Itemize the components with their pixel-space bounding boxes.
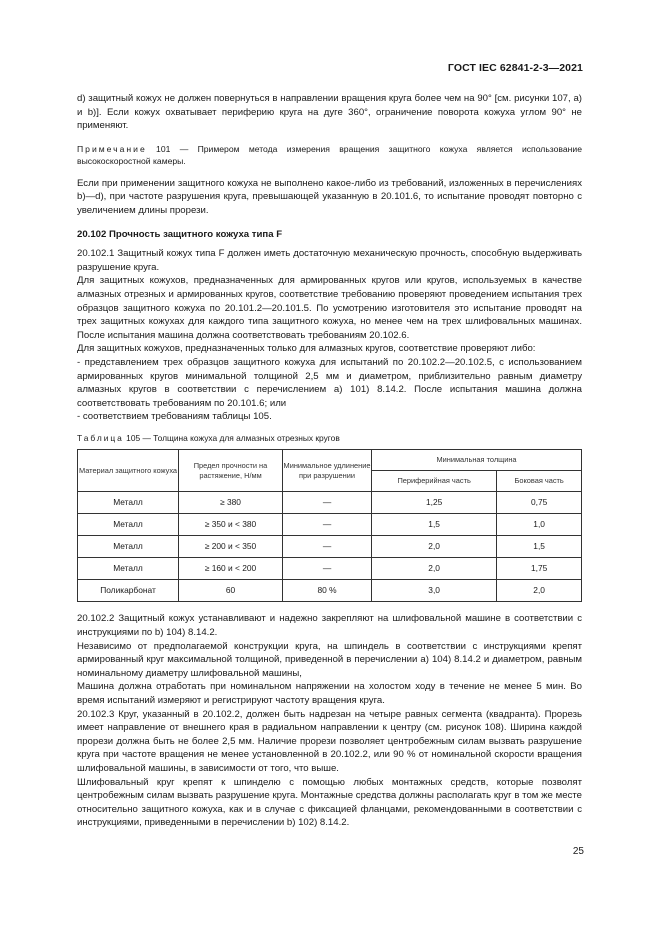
cell-peripheral: 2,0 [372,558,497,580]
paragraph-d: d) защитный кожух не должен повернуться в направлении вращения круга более чем на 90° [см. рисунки 107, a) и b)]. Если кожух охватывает периферию круга на дуге 360°, ограничение поворота кожуха углом 90° не применяют. [77,93,582,132]
cell-elongation: — [283,558,372,580]
table-row [78,536,582,558]
cell-side: 2,0 [497,580,582,602]
note-101 [77,143,582,167]
table-row [78,492,582,514]
table-caption-text: 105 — Толщина кожуха для алмазных отрезных кругов [123,432,340,443]
cell-peripheral: 1,25 [372,492,497,514]
cell-material: Металл [78,492,179,514]
standard-header: ГОСТ IEC 62841-2-3—2021 [447,62,583,74]
header-elongation: Минимальное удлинение при разрушении [283,450,372,492]
cell-peripheral: 2,0 [372,536,497,558]
table-caption [77,432,582,446]
paragraph-no-load: Машина должна отработать при номинальном напряжении на холостом ходу в течение не менее 5 мин. Во время испытаний измеряют и регистрируют частоту вращения круга. [77,681,582,707]
note-text: 101 — Примером метода измерения вращения защитного кожуха является использование высокоскоростной камеры. [77,143,582,166]
cell-side: 1,5 [497,536,582,558]
cell-material: Металл [78,536,179,558]
table-row [78,580,582,602]
paragraph-list-item-1: - представлением трех образцов защитного кожуха для испытаний по 20.102.2—20.102.5, с использованием армированных кругов минимальной толщиной 2,5 мм и диаметром, приблизительно равным диаметру алмазных кругов в соответствии с перечислением a) 101) 8.14.2. После испытания машина должна соответствовать требованиям по 20.101.6; или [77,356,583,409]
paragraph-reinforced: Для защитных кожухов, предназначенных для армированных кругов или кругов, используемых в качестве алмазных отрезных и армированных кругов, соответствие требованию проверяют проведением испытания трех образцов защитного кожуха по 20.101.2—20.101.5. По усмотрению изготовителя это испытание проводят на трех защитных кожухах для каждого типа защитного кожуха, но менее чем на трех шлифовальных машинах. После испытания машина должна соответствовать требованиям 20.102.6. [77,275,582,341]
header-side: Боковая часть [497,471,582,492]
document-body [77,92,582,830]
cell-material: Металл [78,514,179,536]
note-label: Примечание [77,143,147,154]
cell-peripheral: 1,5 [372,514,497,536]
cell-strength: ≥ 160 и < 200 [179,558,283,580]
cell-material: Поликарбонат [78,580,179,602]
paragraph-20-102-3: 20.102.3 Круг, указанный в 20.102.2, должен быть надрезан на четыре равных сегмента (квадранта). Прорезь имеет направление от внешнего края в радиальном направлении к центру (см. рисунок 108). Ширина каждой прорези должна быть не более 2,5 мм. Наличие прорези позволяет центробежным силам вызвать разрушение круга при частоте вращения не менее установленной в 20.102.2, или 90 % от номинальной скорости вращения шлифовальной машины, в зависимости от того, что выше. [77,708,582,774]
cell-elongation: — [283,514,372,536]
header-min-thickness: Минимальная толщина [372,450,582,471]
cell-elongation: — [283,536,372,558]
cell-peripheral: 3,0 [372,580,497,602]
cell-strength: ≥ 350 и < 380 [179,514,283,536]
thickness-table [77,449,582,602]
header-material: Материал защитного кожуха [78,450,179,492]
table-row [78,558,582,580]
cell-strength: ≥ 200 и < 350 [179,536,283,558]
paragraph-list-item-2: - соответствием требованиям таблицы 105. [77,411,272,423]
cell-side: 1,0 [497,514,582,536]
paragraph-20-102-1: 20.102.1 Защитный кожух типа F должен иметь достаточную механическую прочность, способную выдерживать разрушение круга. [77,248,582,273]
cell-elongation: 80 % [283,580,372,602]
section-title: 20.102 Прочность защитного кожуха типа F [77,228,283,240]
header-strength: Предел прочности на растяжение, Н/мм [179,450,283,492]
page-number: 25 [572,846,584,857]
paragraph-retest: Если при применении защитного кожуха не выполнено какое-либо из требований, изложенных в перечислениях b)—d), при частоте разрушения круга, превышающей указанную в 20.101.6, то испытание проводят повторно с увеличением длины прорези. [77,177,582,216]
paragraph-spindle: Независимо от предполагаемой конструкции круга, на шпиндель в соответствии с инструкциями крепят армированный круг максимальной толщиной, приведенной в перечислении a) 104) 8.14.2 и диаметром, равным номинальному диаметру шлифовальной машины, [77,640,582,679]
table-caption-label: Таблица [77,432,124,443]
cell-elongation: — [283,492,372,514]
table-row [78,514,582,536]
cell-strength: ≥ 380 [179,492,283,514]
cell-side: 1,75 [497,558,582,580]
cell-side: 0,75 [497,492,582,514]
cell-strength: 60 [179,580,283,602]
paragraph-mounting: Шлифовальный круг крепят к шпинделю с помощью любых монтажных средств, которые позволят центробежным силам вызвать разрушение круга. Монтажные средства должны располагать круг в том же месте относительно защитного кожуха, как и в случае с фиксацией фланцами, рекомендованными в соответствии с инструкциями, приведенными в перечислении b) 102) 8.14.2. [77,776,582,829]
paragraph-diamond: Для защитных кожухов, предназначенных только для алмазных кругов, соответствие проверяют либо: [77,343,536,355]
cell-material: Металл [78,558,179,580]
paragraph-20-102-2: 20.102.2 Защитный кожух устанавливают и надежно закрепляют на шлифовальной машине в соответствии с инструкциями по b) 104) 8.14.2. [77,613,582,639]
header-peripheral: Периферийная часть [372,471,497,492]
